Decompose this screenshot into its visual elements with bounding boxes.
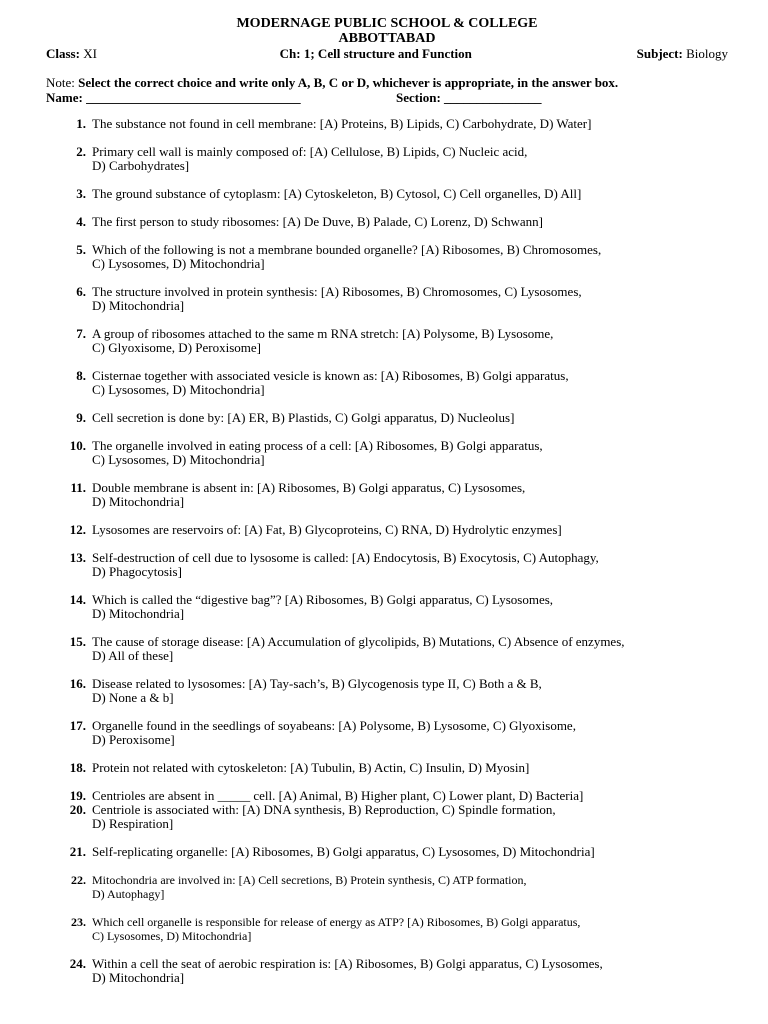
question-item: [46, 439, 728, 467]
question-number: 12.: [69, 522, 86, 537]
school-city: ABBOTTABAD: [338, 31, 436, 46]
subject-value: Biology: [686, 46, 728, 61]
question-text: Cisternae together with associated vesicle is known as: [A) Ribosomes, B) Golgi apparatus, C) Lysosomes, D) Mitochondria]: [92, 368, 569, 397]
question-text: Which cell organelle is responsible for release of energy as ATP? [A) Ribosomes, B) Golgi apparatus, C) Lysosomes, D) Mitochondria]: [92, 915, 581, 943]
question-number: 1.: [76, 116, 86, 131]
question-list: [46, 117, 728, 985]
question-item: [46, 719, 728, 747]
question-number: 21.: [69, 844, 86, 859]
question-number: 20.: [69, 802, 86, 817]
question-item: [46, 369, 728, 397]
question-number: 9.: [76, 410, 86, 425]
name-field[interactable]: Name: _________________________________: [46, 90, 301, 105]
question-item: [46, 411, 728, 425]
question-text: The structure involved in protein synthesis: [A) Ribosomes, B) Chromosomes, C) Lysosomes, D) Mitochondria]: [92, 284, 582, 313]
question-number: 6.: [76, 284, 86, 299]
class-label: Class:: [46, 46, 80, 61]
question-number: 16.: [69, 676, 86, 691]
question-text: Protein not related with cytoskeleton: [A) Tubulin, B) Actin, C) Insulin, D) Myosin]: [92, 760, 530, 775]
question-text: Lysosomes are reservoirs of: [A) Fat, B) Glycoproteins, C) RNA, D) Hydrolytic enzymes]: [92, 522, 562, 537]
question-number: 11.: [70, 480, 86, 495]
chapter-title: Ch: 1; Cell structure and Function: [279, 46, 472, 61]
note-label: Note:: [46, 75, 75, 90]
question-text: Which is called the “digestive bag”? [A) Ribosomes, B) Golgi apparatus, C) Lysosomes, D) Mitochondria]: [92, 592, 554, 621]
class-info: [46, 46, 97, 62]
question-item: [46, 761, 728, 775]
question-text: Self-destruction of cell due to lysosome is called: [A) Endocytosis, B) Exocytosis, C) Autophagy, D) Phagocytosis]: [92, 550, 599, 579]
question-item: [46, 789, 728, 803]
question-text: The cause of storage disease: [A) Accumulation of glycolipids, B) Mutations, C) Absence of enzymes, D) All of these]: [92, 634, 625, 663]
instruction-note: [46, 75, 728, 90]
question-text: Within a cell the seat of aerobic respiration is: [A) Ribosomes, B) Golgi apparatus, C) Lysosomes, D) Mitochondria]: [92, 956, 603, 985]
question-text: Primary cell wall is mainly composed of: [A) Cellulose, B) Lipids, C) Nucleic acid, D) Carbohydrates]: [92, 144, 528, 173]
question-text: The substance not found in cell membrane: [A) Proteins, B) Lipids, C) Carbohydrate, D) Water]: [92, 116, 592, 131]
question-item: [46, 677, 728, 705]
question-number: 10.: [69, 438, 86, 453]
question-text: Organelle found in the seedlings of soyabeans: [A) Polysome, B) Lysosome, C) Glyoxisome, D) Peroxisome]: [92, 718, 576, 747]
question-item: [46, 915, 728, 943]
question-number: 2.: [76, 144, 86, 159]
question-number: 15.: [69, 634, 86, 649]
question-item: [46, 285, 728, 313]
question-text: The organelle involved in eating process of a cell: [A) Ribosomes, B) Golgi apparatus, C) Lysosomes, D) Mitochondria]: [92, 438, 543, 467]
question-number: 8.: [76, 368, 86, 383]
question-item: [46, 873, 728, 901]
question-number: 5.: [76, 242, 86, 257]
question-text: A group of ribosomes attached to the same m RNA stretch: [A) Polysome, B) Lysosome, C) Glyoxisome, D) Peroxisome]: [92, 326, 554, 355]
question-item: [46, 551, 728, 579]
school-name: MODERNAGE PUBLIC SCHOOL & COLLEGE: [236, 16, 538, 31]
question-number: 14.: [69, 592, 86, 607]
question-number: 4.: [76, 214, 86, 229]
question-item: [46, 803, 728, 831]
question-item: [46, 187, 728, 201]
question-text: Centrioles are absent in _____ cell. [A) Animal, B) Higher plant, C) Lower plant, D) Bacteria]: [92, 788, 584, 803]
question-item: [46, 845, 728, 859]
question-item: [46, 523, 728, 537]
question-number: 22.: [71, 873, 86, 887]
question-text: Which of the following is not a membrane bounded organelle? [A) Ribosomes, B) Chromosomes, C) Lysosomes, D) Mitochondria]: [92, 242, 602, 271]
question-item: [46, 481, 728, 509]
question-number: 19.: [69, 788, 86, 803]
subject-label: Subject:: [636, 46, 683, 61]
question-text: Disease related to lysosomes: [A) Tay-sach’s, B) Glycogenosis type II, C) Both a & B, D) None a & b]: [92, 676, 542, 705]
class-info-row: [46, 46, 728, 62]
subject-info: [637, 46, 728, 62]
class-value: XI: [83, 46, 97, 61]
question-item: [46, 145, 728, 173]
question-item: [46, 215, 728, 229]
question-number: 23.: [71, 915, 86, 929]
question-text: The ground substance of cytoplasm: [A) Cytoskeleton, B) Cytosol, C) Cell organelles, D) All]: [92, 186, 582, 201]
question-number: 18.: [69, 760, 86, 775]
question-number: 24.: [69, 956, 86, 971]
question-text: Mitochondria are involved in: [A) Cell secretions, B) Protein synthesis, C) ATP formation, D) Autophagy]: [92, 873, 527, 901]
note-text: Select the correct choice and write only A, B, C or D, whichever is appropriate, in the answer box.: [78, 75, 619, 90]
question-text: Double membrane is absent in: [A) Ribosomes, B) Golgi apparatus, C) Lysosomes, D) Mitochondria]: [92, 480, 526, 509]
question-number: 3.: [76, 186, 86, 201]
student-details-row: [46, 90, 728, 105]
section-field[interactable]: Section: _______________: [396, 90, 542, 105]
question-item: [46, 957, 728, 985]
question-number: 7.: [76, 326, 86, 341]
question-item: [46, 243, 728, 271]
question-text: The first person to study ribosomes: [A) De Duve, B) Palade, C) Lorenz, D) Schwann]: [92, 214, 543, 229]
question-item: [46, 593, 728, 621]
question-item: [46, 635, 728, 663]
question-item: [46, 117, 728, 131]
question-text: Cell secretion is done by: [A) ER, B) Plastids, C) Golgi apparatus, D) Nucleolus]: [92, 410, 515, 425]
question-number: 13.: [69, 550, 86, 565]
question-text: Self-replicating organelle: [A) Ribosomes, B) Golgi apparatus, C) Lysosomes, D) Mitochondria]: [92, 844, 595, 859]
question-item: [46, 327, 728, 355]
question-text: Centriole is associated with: [A) DNA synthesis, B) Reproduction, C) Spindle formation, D) Respiration]: [92, 802, 556, 831]
question-number: 17.: [69, 718, 86, 733]
